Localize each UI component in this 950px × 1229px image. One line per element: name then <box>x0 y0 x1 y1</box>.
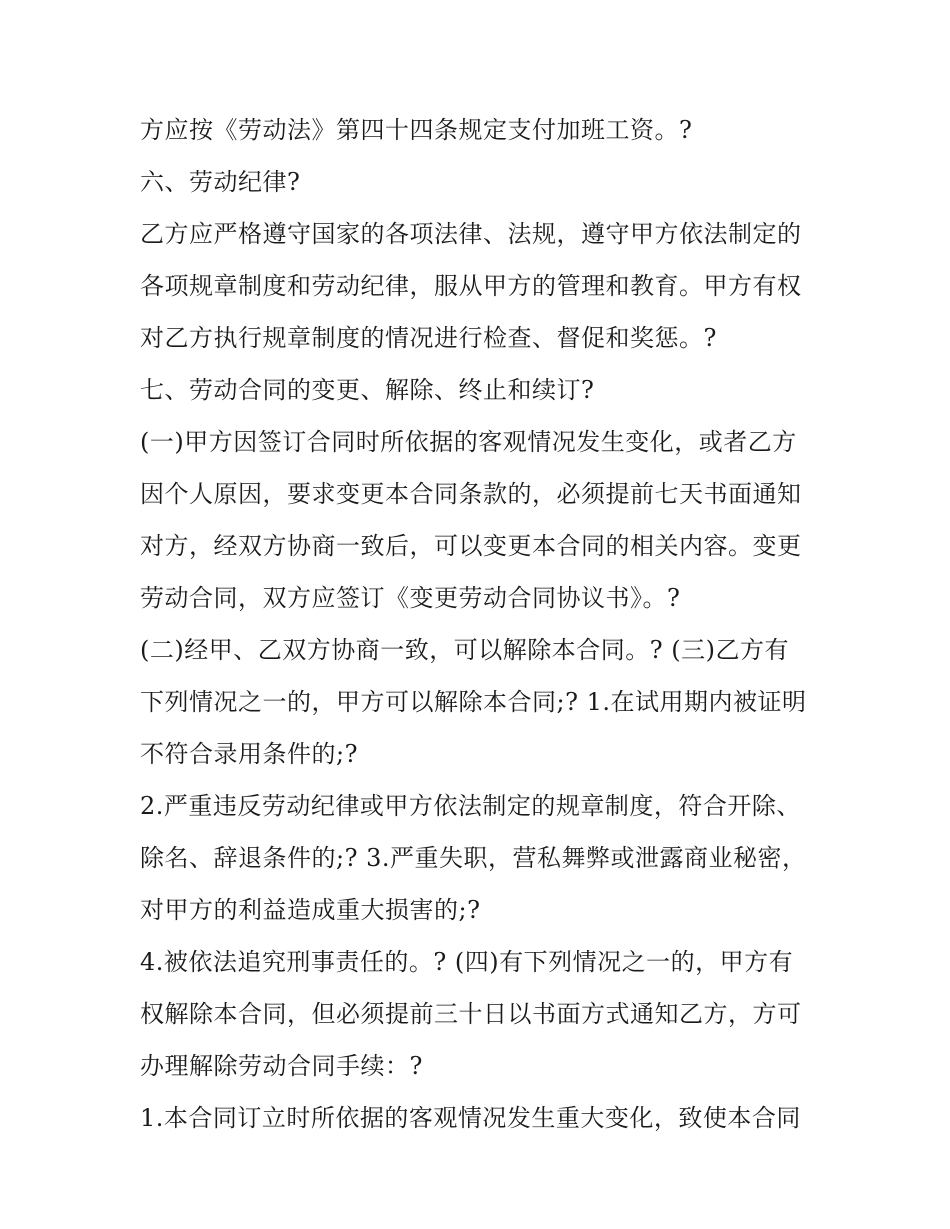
section-heading: 七、劳动合同的变更、解除、终止和续订? <box>140 376 595 404</box>
text-line: 对乙方执行规章制度的情况进行检查、督促和奖惩。? <box>140 324 717 352</box>
text-line: 各项规章制度和劳动纪律，服从甲方的管理和教育。甲方有权 <box>140 272 802 300</box>
section-heading: 六、劳动纪律? <box>140 168 301 196</box>
text-line: (二)经甲、乙双方协商一致，可以解除本合同。? (三)乙方有 <box>140 636 789 664</box>
text-line: 方应按《劳动法》第四十四条规定支付加班工资。? <box>140 116 693 144</box>
text-line: 办理解除劳动合同手续：? <box>140 1052 423 1080</box>
text-line: 劳动合同，双方应签订《变更劳动合同协议书》。? <box>140 584 681 612</box>
text-line: 因个人原因，要求变更本合同条款的，必须提前七天书面通知 <box>140 480 802 508</box>
text-line: 4.被依法追究刑事责任的。? (四)有下列情况之一的，甲方有 <box>140 948 794 976</box>
text-line: 乙方应严格遵守国家的各项法律、法规，遵守甲方依法制定的 <box>140 220 802 248</box>
text-line: 1.本合同订立时所依据的客观情况发生重大变化，致使本合同 <box>140 1104 801 1132</box>
text-line: 下列情况之一的，甲方可以解除本合同;? 1.在试用期内被证明 <box>140 688 807 716</box>
text-line: 2.严重违反劳动纪律或甲方依法制定的规章制度，符合开除、 <box>140 792 801 820</box>
text-line: 除名、辞退条件的;? 3.严重失职，营私舞弊或泄露商业秘密， <box>140 844 807 872</box>
text-line: 权解除本合同，但必须提前三十日以书面方式通知乙方，方可 <box>140 1000 802 1028</box>
text-line: 对方，经双方协商一致后，可以变更本合同的相关内容。变更 <box>140 532 802 560</box>
text-line: (一)甲方因签订合同时所依据的客观情况发生变化，或者乙方 <box>140 428 797 456</box>
text-line: 不符合录用条件的;? <box>140 740 358 768</box>
text-line: 对甲方的利益造成重大损害的;? <box>140 896 481 924</box>
